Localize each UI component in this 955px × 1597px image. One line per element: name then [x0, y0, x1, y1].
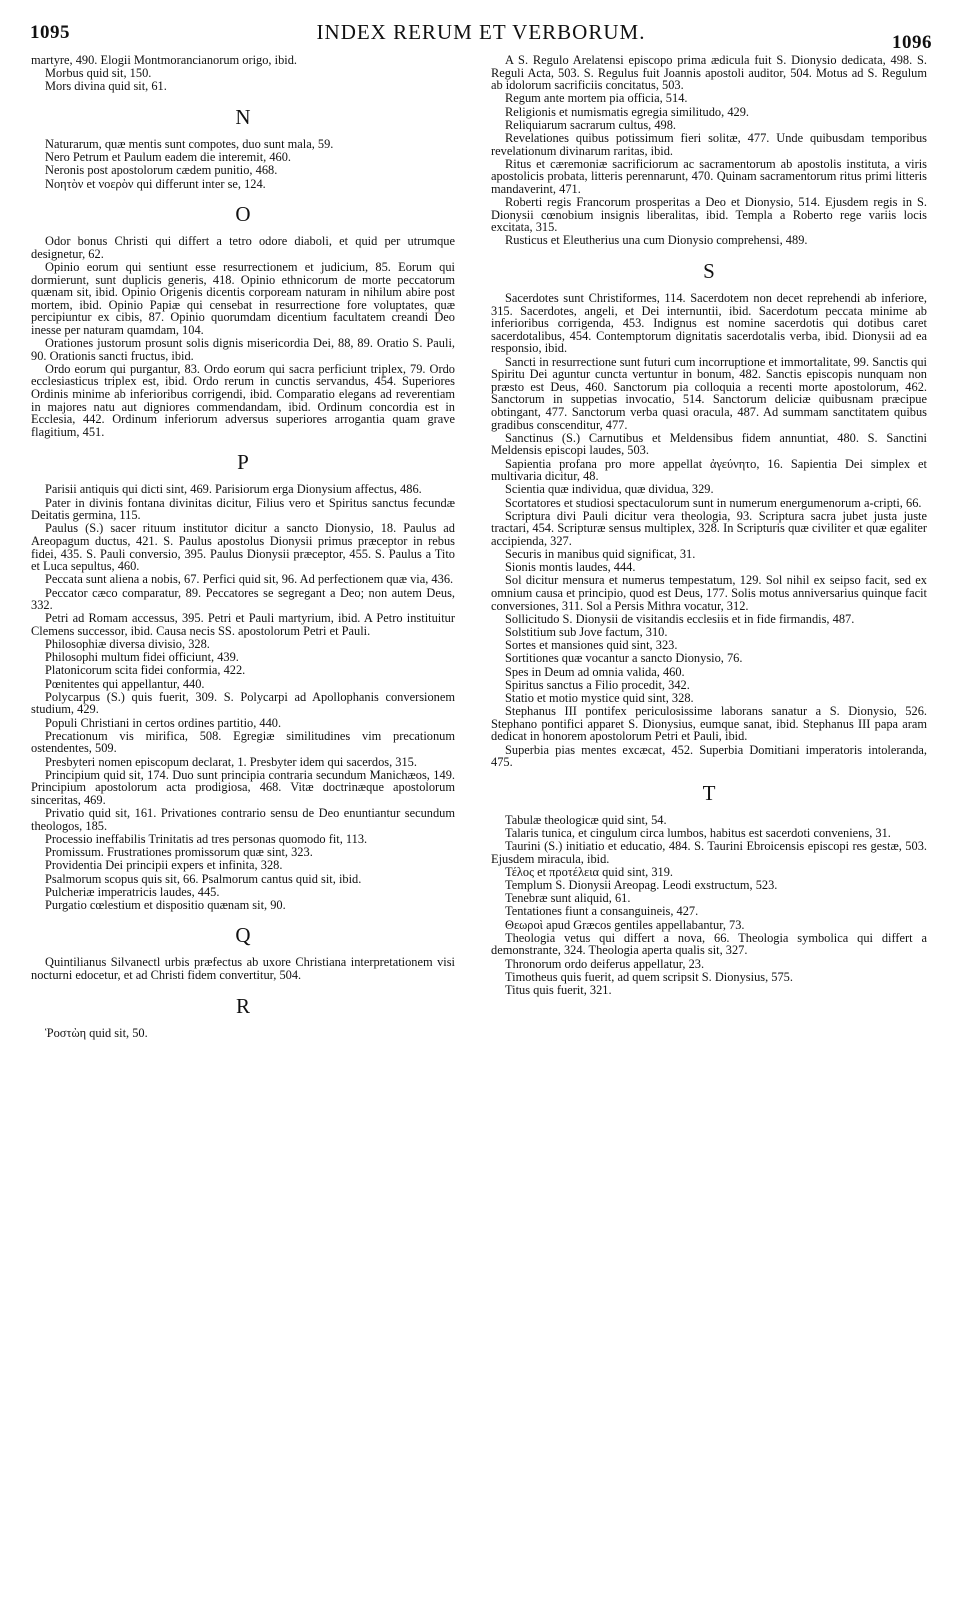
index-entry: Orationes justorum prosunt solis dignis misericordia Dei, 88, 89. Oratio S. Pauli, 90. Orationis sancti fructus, ibid. [31, 336, 455, 363]
index-entry: Peccator cæco comparatur, 89. Peccatores se segregant a Deo; non autem Deus, 332. [31, 585, 455, 613]
page-header [30, 18, 932, 53]
index-entry: Scientia quæ individua, quæ dividua, 329. [505, 482, 714, 497]
index-entry: Stephanus III pontifex periculosissime laborans sanatur a S. Dionysio, 526. Stephano pontifici apparet S. Dionysius, eumque sanat, ibid. Stephanus III papa aram dedicat in honorem apostolorum Petri et Pauli, ibid. [491, 704, 927, 744]
index-entry: Sortes et mansiones quid sint, 323. [505, 638, 678, 653]
index-entry: Revelationes quibus potissimum fieri solitæ, 477. Unde quibusdam temporibus revelationum divinarum raritas, ibid. [491, 130, 927, 158]
index-entry: martyre, 490. Elogii Montmorancianorum origo, ibid. [31, 53, 298, 67]
section-letter: Q [235, 923, 251, 948]
index-entry: Precationum vis mirifica, 508. Egregiæ similitudines vim precationum ostendentes, 509. [31, 728, 455, 756]
index-entry: Philosophiæ diversa divisio, 328. [45, 637, 210, 652]
index-entry: Philosophi multum fidei officiunt, 439. [45, 650, 239, 665]
index-entry: Τέλος et προτέλεια quid sint, 319. [505, 864, 674, 879]
index-entry: Polycarpus (S.) quis fuerit, 309. S. Polycarpi ad Apollophanis conversionem studium, 429. [31, 689, 455, 717]
index-entry: Regum ante mortem pia officia, 514. [505, 91, 688, 106]
index-entry: Spes in Deum ad omnia valida, 460. [505, 664, 685, 679]
index-entry: Sionis montis laudes, 444. [505, 560, 636, 575]
index-entry: Sanctinus (S.) Carnutibus et Meldensibus fidem annuntiat, 480. S. Sanctini Meldensis episcopi laudes, 503. [491, 430, 927, 458]
index-entry: Statio et motio mystice quid sint, 328. [505, 690, 694, 705]
index-entry: Neronis post apostolorum cædem punitio, 468. [45, 163, 278, 178]
index-entry: Paulus (S.) sacer rituum institutor dicitur a sancto Dionysio, 18. Paulus ad Areopagum ductus, 421. S. Paulus apostolus Dionysii primus præceptor in rebus fidei, 435. S. Pauli conversio, 395. Paulus Dionysii præceptor, 455. S. Paulus a Tito et Luca sepultus, 460. [31, 521, 455, 574]
left-column [31, 54, 455, 1040]
index-entry: Pater in divinis fontana divinitas dicitur, Filius vero et Spiritus sanctus fecundæ Deitatis germina, 115. [31, 495, 455, 523]
index-entry: Theologia vetus qui differt a nova, 66. Theologia symbolica qui differt a demonstrante, 324. Theologia aperta qualis sit, 327. [491, 930, 927, 958]
section-letter: S [703, 259, 715, 284]
index-entry: Peccata sunt aliena a nobis, 67. Perfici quid sit, 96. Ad perfectionem quæ via, 436. [45, 572, 454, 587]
index-entry: Sancti in resurrectione sunt futuri cum incorruptione et immortalitate, 99. Sanctis qui Spiritu Dei aguntur cuncta vertuntur in bonum, 482. Sanctis episcopis nunquam non præsto est Deus, 460. Sanctorum pia colloquia a recenti morte apostolorum, 462. Sanctorum in suppetias invocatio, 514. Sanctorum deliciæ quibusnam præcipue obtingant, 477. Sanctorum verba quasi oracula, 487. Ad summam sanctitatem quibus gradibus conscenditur, 477. [491, 354, 927, 432]
index-entry: Mors divina quid sit, 61. [45, 79, 167, 94]
index-entry: Solstitium sub Jove factum, 310. [505, 625, 668, 640]
index-entry: Sapientia profana pro more appellat ἀγεύνητο, 16. Sapientia Dei simplex et multivaria dicitur, 48. [491, 456, 927, 484]
index-entry: Petri ad Romam accessus, 395. Petri et Pauli martyrium, ibid. A Petro instituitur Clemens successor, ibid. Causa necis SS. apostolorum Petri et Pauli. [31, 611, 455, 638]
index-entry: Opinio eorum qui sentiunt esse resurrectionem et judicium, 85. Eorum qui dormierunt, sunt duplicis generis, 418. Opinio ethnicorum de morte peccatorum quænam sit, ibid. Opinio Origenis dicentis corpoream naturam in nihilum abire post mortem, ibid. Opinio Papiæ qui censebat in resurrectione fore voluptates, quæ percipiuntur ex cibis, 87. Opinio quorumdam dicentium facultatem creandi Deo inesse per naturam quamdam, 104. [31, 259, 455, 337]
index-entry: Reliquiarum sacrarum cultus, 498. [505, 117, 677, 132]
index-entry: Sacerdotes sunt Christiformes, 114. Sacerdotem non decet reprehendi ab inferiore, 315. Sacerdotes, angeli, et Dei internuntii, ibid. Sacerdotum peccata minime ab inferioribus corrigenda, 453. Indignus est nomine sacerdotis qui dotibus caret sacerdotalibus, 454. Contemptorum dignitatis sacerdotalis verba, ibid. Dionysii ad ea responsio, ibid. [491, 291, 927, 356]
index-entry: Processio ineffabilis Trinitatis ad tres personas quomodo fit, 113. [45, 831, 368, 846]
index-entry: Θεωροὶ apud Græcos gentiles appellabantur, 73. [505, 917, 745, 932]
index-entry: Naturarum, quæ mentis sunt compotes, duo sunt mala, 59. [45, 136, 334, 151]
index-entry: Tenebræ sunt aliquid, 61. [505, 891, 631, 906]
index-entry: Platonicorum scita fidei conformia, 422. [45, 663, 246, 678]
index-entry: Providentia Dei principii expers et infinita, 328. [45, 858, 283, 873]
index-entry: Purgatio cœlestium et dispositio quænam sit, 90. [45, 897, 286, 912]
index-entry: Promissum. Frustrationes promissorum quæ sint, 323. [45, 845, 313, 860]
index-entry: Ritus et cæremoniæ sacrificiorum ac sacramentorum ab apostolis instituta, a viris apostolicis probata, litteris perennarunt, 470. Quinam sacramentorum ritus primi litteris mandaverint, 471. [491, 156, 927, 196]
page-number-right: 1096 [892, 32, 932, 53]
index-entry: Taurini (S.) initiatio et educatio, 484. S. Taurini Ebroicensis episcopi res gestæ, 503. Ejusdem miracula, ibid. [491, 839, 927, 866]
index-entry: Odor bonus Christi qui differt a tetro odore diaboli, et quid per utrumque designetur, 62. [31, 234, 455, 261]
index-entry: Rusticus et Eleutherius una cum Dionysio comprehensi, 489. [505, 233, 808, 248]
right-column [491, 54, 927, 997]
index-entry: Tentationes fiunt a consanguineis, 427. [505, 904, 699, 919]
index-entry: Νοητὸν et νοερὸν qui differunt inter se, 124. [45, 176, 266, 191]
index-entry: Thronorum ordo deiferus appellatur, 23. [505, 956, 705, 971]
index-entry: Presbyteri nomen episcopum declarat, 1. Presbyter idem qui sacerdos, 315. [45, 754, 417, 769]
index-entry: Privatio quid sit, 161. Privationes contrario sensu de Deo enuntiantur secundum theologos, 185. [31, 806, 455, 833]
index-entry: Nero Petrum et Paulum eadem die interemit, 460. [45, 150, 292, 165]
index-entry: Timotheus quis fuerit, ad quem scripsit S. Dionysius, 575. [505, 969, 793, 984]
index-entry: Sortitiones quæ vocantur a sancto Dionysio, 76. [505, 651, 743, 666]
section-letter: R [235, 993, 250, 1018]
index-entry: Titus quis fuerit, 321. [505, 982, 612, 997]
index-entry: Morbus quid sit, 150. [45, 66, 152, 81]
section-letter: N [235, 104, 251, 129]
index-entry: Talaris tunica, et cingulum circa lumbos, habitus est sacerdoti conveniens, 31. [505, 825, 891, 840]
index-entry: Superbia pias mentes excæcat, 452. Superbia Domitiani imperatoris intoleranda, 475. [491, 742, 927, 770]
index-entry: Spiritus sanctus a Filio procedit, 342. [505, 677, 690, 692]
index-entry: Pœnitentes qui appellantur, 440. [45, 676, 205, 691]
section-letter: P [237, 450, 249, 475]
index-entry: Sol dicitur mensura et numerus tempestatum, 129. Sol nihil ex seipso facit, sed ex omnium causa et principio, quod est Deus, 177. Solis motus anniversarius quinque facit conversiones, 311. Sol a Persis Mithra vocatur, 312. [491, 573, 927, 613]
index-entry: Sollicitudo S. Dionysii de visitandis ecclesiis et in fide firmandis, 487. [505, 611, 855, 626]
index-entry: Securis in manibus quid significat, 31. [505, 547, 696, 562]
index-entry: Principium quid sit, 174. Duo sunt principia contraria secundum Manichæos, 149. Principium apostolorum acta prodigiosa, 468. Vitæ doctrinæque apostolorum sinceritas, 469. [31, 767, 455, 807]
index-entry: Pulcheriæ imperatricis laudes, 445. [45, 884, 220, 899]
index-entry: Populi Christiani in certos ordines partitio, 440. [45, 715, 282, 730]
index-entry: Quintilianus Silvanectl urbis præfectus ab uxore Christiana interpretationem visi nocturni edocetur, et ad Christi fidem convertitur, 504. [31, 955, 455, 983]
page-number-left: 1095 [30, 22, 70, 43]
index-entry: Parisii antiquis qui dicti sint, 469. Parisiorum erga Dionysium affectus, 486. [45, 482, 422, 497]
index-entry: Tabulæ theologicæ quid sint, 54. [505, 812, 667, 827]
index-entry: Ordo eorum qui purgantur, 83. Ordo eorum qui sacra perficiunt triplex, 79. Ordo ecclesiasticus triplex est, ibid. Ordo rerum in cunctis servandus, 454. Superiores Ordinis minime ab inferioribus corrigendi, ibid. Comparatio elegans ad reverentiam in majores natu aut digniores commendandam, ibid. Ordinum concordia est in Ecclesia, 442. Ordinum inferiorum adversus superiores arrogantia quam grave flagitium, 451. [31, 361, 455, 439]
index-entry: Psalmorum scopus quis sit, 66. Psalmorum cantus quid sit, ibid. [45, 871, 362, 886]
section-letter: T [702, 780, 716, 805]
section-letter: O [235, 202, 251, 227]
index-entry: Scortatores et studiosi spectaculorum sunt in numerum energumenorum a-cripti, 66. [505, 495, 922, 510]
index-entry: A S. Regulo Arelatensi episcopo prima ædicula fuit S. Dionysio dedicata, 498. S. Reguli Acta, 503. S. Regulus fuit Joannis apostoli auditor, 504. Motus ad S. Regulum ab idolorum sacrificiis concitatus, 503. [491, 53, 927, 93]
index-entry: Templum S. Dionysii Areopag. Leodi exstructum, 523. [505, 878, 778, 893]
index-entry: Scriptura divi Pauli dicitur vera theologia, 93. Scriptura sacra jubet justa juste tractari, 454. Scripturæ sensus multiplex, 328. In Scripturis quæ civiliter et quæ egaliter accipienda, 327. [491, 508, 927, 548]
running-title: INDEX RERUM ET VERBORUM. [316, 20, 646, 44]
index-entry: Roberti regis Francorum prosperitas a Deo et Dionysio, 514. Ejusdem regis in S. Dionysii cœnobium insignis liberalitas, ibid. Templa a Roberto rege variis locis excitata, 315. [491, 195, 927, 235]
index-entry: Ῥοστὼη quid sit, 50. [45, 1025, 148, 1040]
index-entry: Religionis et numismatis egregia similitudo, 429. [505, 104, 750, 119]
